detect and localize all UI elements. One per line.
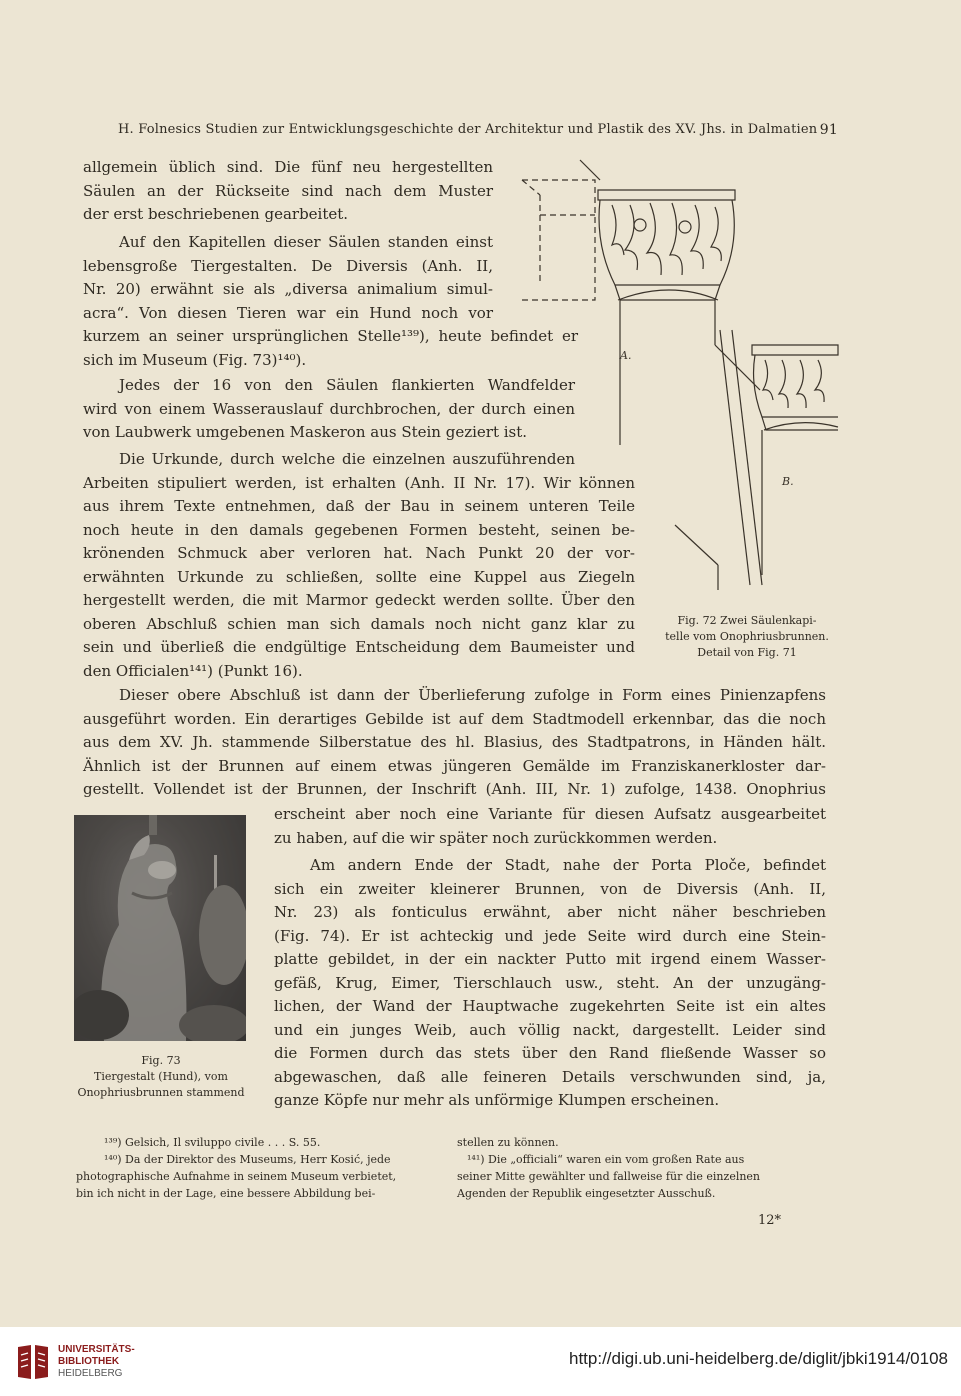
footnote-line: ¹⁴¹) Die „officiali“ waren ein vom großen Rate aus xyxy=(467,1153,745,1166)
text-line: Jedes der 16 von den Säulen flankierten Wandfelder xyxy=(119,376,575,394)
footnote-line: photographische Aufnahme in seinem Museum verbietet, xyxy=(76,1170,397,1183)
text-line: sich im Museum (Fig. 73)¹⁴⁰). xyxy=(83,350,307,369)
text-line: Säulen an der Rückseite sind nach dem Muster xyxy=(83,181,493,200)
footnote-line: Agenden der Republik eingesetzter Ausschuß. xyxy=(457,1187,716,1200)
paragraph-5-continuation xyxy=(274,803,826,850)
text-line: noch heute in den damals gegebenen Formen besteht, seinen be- xyxy=(83,520,635,539)
footnote-line: stellen zu können. xyxy=(457,1136,559,1149)
caption-line: telle vom Onophriusbrunnen. xyxy=(665,630,829,643)
text-line: hergestellt werden, die mit Marmor gedeckt werden sollte. Über den xyxy=(83,591,635,609)
library-logo-text xyxy=(58,1344,135,1380)
text-line: Arbeiten stipuliert werden, ist erhalten (Anh. II Nr. 17). Wir können xyxy=(83,473,635,492)
text-line: aus dem XV. Jh. stammende Silberstatue des hl. Blasius, des Stadtpatrons, in Händen hält. xyxy=(83,733,826,751)
text-line: krönenden Schmuck aber verloren hat. Nach Punkt 20 der vor- xyxy=(83,544,635,562)
paragraph-6 xyxy=(274,854,826,1113)
footnote-line: seiner Mitte gewählter und fallweise für die einzelnen xyxy=(457,1170,761,1183)
text-line: Auf den Kapitellen dieser Säulen standen einst xyxy=(119,233,493,251)
library-footer xyxy=(0,1327,961,1396)
paragraph-2 xyxy=(83,231,578,372)
text-line: Am andern Ende der Stadt, nahe der Porta Ploče, befindet xyxy=(310,856,826,874)
text-line: acra“. Von diesen Tieren war ein Hund noch vor xyxy=(83,303,493,322)
footnote-line: bin ich nicht in der Lage, eine bessere Abbildung bei- xyxy=(76,1187,376,1200)
permalink-url[interactable]: http://digi.ub.uni-heidelberg.de/diglit/jbki1914/0108 xyxy=(569,1349,948,1368)
text-line: lebensgroße Tiergestalten. De Diversis (Anh. II, xyxy=(83,256,493,275)
text-line: Dieser obere Abschluß ist dann der Überlieferung zufolge in Form eines Pinienzapfens xyxy=(119,686,826,704)
text-line: zu haben, auf die wir später noch zurückkommen werden. xyxy=(274,828,718,847)
page-number: 91 xyxy=(819,122,838,138)
text-line: ganze Köpfe nur mehr als unförmige Klumpen erscheinen. xyxy=(274,1091,720,1109)
footnotes-right xyxy=(457,1134,827,1202)
logo-line: UNIVERSITÄTS- xyxy=(58,1344,135,1355)
text-line: sich ein zweiter kleinerer Brunnen, von de Diversis (Anh. II, xyxy=(274,879,826,898)
text-line: der erst beschriebenen gearbeitet. xyxy=(83,205,349,223)
text-line: abgewaschen, daß alle feineren Details verschwunden sind, ja, xyxy=(274,1067,826,1086)
figure-73-caption xyxy=(66,1053,256,1101)
paragraph-5 xyxy=(83,684,826,802)
paragraph-1 xyxy=(83,156,493,227)
text-line: wird von einem Wasserauslauf durchbrochen, der durch einen xyxy=(83,399,575,418)
text-line: den Officialen¹⁴¹) (Punkt 16). xyxy=(83,661,303,680)
text-line: oberen Abschluß schien man sich damals noch nicht ganz klar zu xyxy=(83,614,635,633)
text-line: erscheint aber noch eine Variante für diesen Aufsatz ausgearbeitet xyxy=(274,805,826,823)
figure-72-capitals-drawing xyxy=(500,155,840,610)
text-line: sein und überließ die endgültige Entscheidung dem Baumeister und xyxy=(83,638,635,656)
text-line: platte gebildet, in der ein nackter Putto mit irgend einem Wasser- xyxy=(274,950,826,968)
text-line: lichen, der Wand der Hauptwache zugekehrten Seite ist ein altes xyxy=(274,997,826,1015)
footnote-line: ¹³⁹) Gelsich, Il sviluppo civile . . . S. 55. xyxy=(104,1136,321,1149)
text-line: von Laubwerk umgebenen Maskeron aus Stein geziert ist. xyxy=(83,423,528,441)
caption-line: Onophriusbrunnen stammend xyxy=(77,1086,245,1099)
running-header xyxy=(118,122,838,137)
text-line: gefäß, Krug, Eimer, Tierschlauch usw., steht. An der unzugäng- xyxy=(274,973,826,992)
text-line: aus ihrem Texte entnehmen, daß der Bau in seinem unteren Teile xyxy=(83,497,635,515)
caption-line: Detail von Fig. 71 xyxy=(697,646,797,659)
caption-line: Fig. 72 Zwei Säulenkapi- xyxy=(677,614,817,627)
footnote-line: ¹⁴⁰) Da der Direktor des Museums, Herr Kosić, jede xyxy=(104,1153,391,1166)
text-line: Ähnlich ist der Brunnen auf einem etwas jüngeren Gemälde im Franziskanerkloster dar- xyxy=(83,756,826,775)
library-logo-icon xyxy=(14,1341,52,1383)
text-line: Nr. 20) erwähnt sie als „diversa animalium simul- xyxy=(83,280,493,298)
text-line: kurzem an seiner ursprünglichen Stelle¹³⁹), heute befindet er xyxy=(83,327,578,345)
printer-signature: 12* xyxy=(758,1213,782,1228)
text-line: gestellt. Vollendet ist der Brunnen, der Inschrift (Anh. III, Nr. 1) zufolge, 1438. Onophrius xyxy=(83,780,826,798)
figure-73-dog-photo xyxy=(74,815,246,1041)
logo-line: HEIDELBERG xyxy=(58,1368,123,1379)
text-line: die Formen durch das stets über den Rand fließende Wasser so xyxy=(274,1044,826,1062)
text-line: allgemein üblich sind. Die fünf neu hergestellten xyxy=(83,158,493,176)
text-line: Die Urkunde, durch welche die einzelnen auszuführenden xyxy=(119,450,575,468)
footnotes-left xyxy=(76,1134,446,1202)
text-line: (Fig. 74). Er ist achteckig und jede Seite wird durch eine Stein- xyxy=(274,926,826,945)
text-line: Nr. 23) als fonticulus erwähnt, aber nicht näher beschrieben xyxy=(274,903,826,921)
caption-line: Fig. 73 xyxy=(141,1054,181,1067)
running-title: H. Folnesics Studien zur Entwicklungsgeschichte der Architektur und Plastik des XV. Jhs. in Dalmatien xyxy=(118,122,818,137)
text-line: und ein junges Weib, auch völlig nackt, dargestellt. Leider sind xyxy=(274,1020,826,1039)
text-line: erwähnten Urkunde zu schließen, sollte eine Kuppel aus Ziegeln xyxy=(83,567,635,586)
text-line: ausgeführt worden. Ein derartiges Gebilde ist auf dem Stadtmodell erkennbar, das die noch xyxy=(83,709,826,728)
figure-72-caption xyxy=(652,613,842,661)
figure-72-label-b: B. xyxy=(782,475,794,488)
caption-line: Tiergestalt (Hund), vom xyxy=(94,1070,228,1083)
figure-72-label-a: A. xyxy=(620,349,632,362)
logo-line: BIBLIOTHEK xyxy=(58,1356,120,1367)
